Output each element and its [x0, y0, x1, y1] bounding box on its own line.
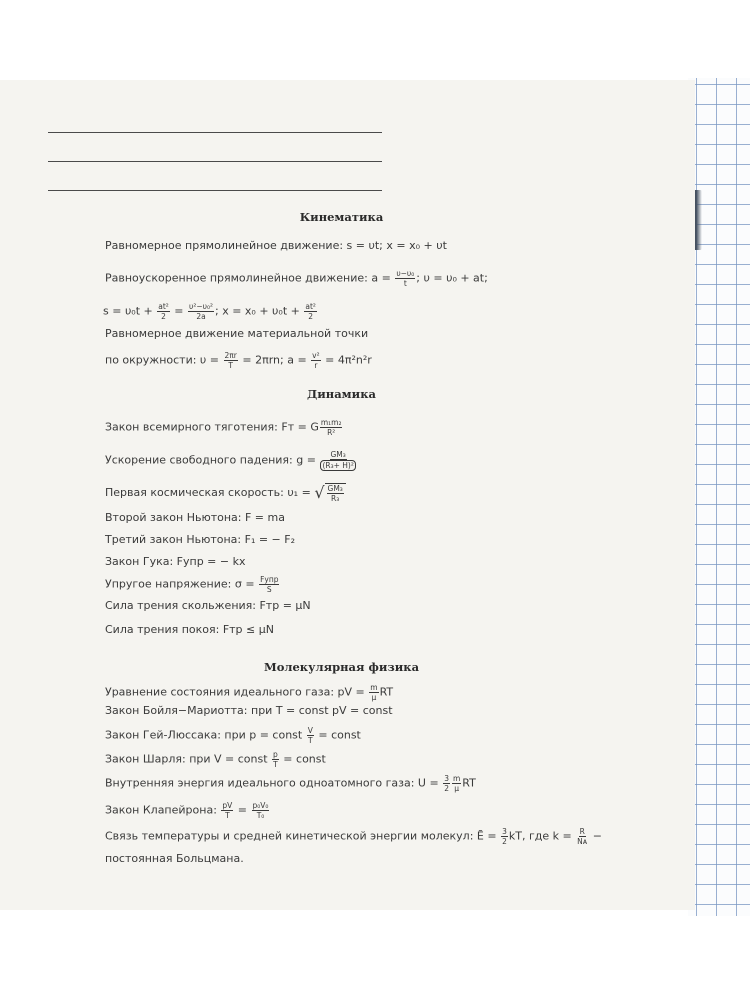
- displacement-formula: [103, 302, 318, 321]
- numerator: 3: [502, 827, 507, 836]
- denominator: T: [228, 361, 233, 370]
- charles-law: [105, 750, 326, 769]
- numerator: V: [307, 726, 313, 735]
- numerator: m₁m₂: [320, 418, 342, 427]
- denominator: 2: [502, 837, 507, 846]
- text: Закон Шарля: при V = const: [105, 752, 272, 766]
- numerator: Fупр: [260, 575, 279, 584]
- text: Равноускоренное прямолинейное движение: a =: [105, 271, 395, 285]
- numerator: p₀V₀: [252, 801, 269, 810]
- numerator: υ−υ₀: [396, 269, 415, 278]
- text: = 2πrn; a =: [238, 353, 311, 367]
- numerator: R: [579, 827, 585, 836]
- sqrt-content: [325, 483, 346, 503]
- denominator: T: [307, 736, 313, 745]
- text: = const: [314, 728, 361, 742]
- fraction: [320, 450, 355, 471]
- write-line: [48, 161, 382, 162]
- temperature-energy-relation: [105, 827, 602, 846]
- denominator: T: [225, 811, 230, 820]
- notebook-cover: [0, 80, 695, 910]
- text: −: [589, 829, 602, 843]
- denominator: (R₃+ H)²: [322, 461, 354, 470]
- fraction: [188, 302, 214, 321]
- molecular-physics-title: Молекулярная физика: [263, 660, 420, 674]
- first-cosmic-velocity: [105, 483, 346, 503]
- gay-lussac-law: [105, 726, 361, 745]
- denominator: T: [273, 760, 278, 769]
- fraction: [304, 302, 317, 321]
- numerator: υ²−υ₀²: [189, 302, 213, 311]
- text: Уравнение состояния идеального газа: pV =: [105, 685, 369, 699]
- fraction: [501, 827, 508, 846]
- fraction: [224, 351, 238, 370]
- write-line: [48, 190, 382, 191]
- boltzmann-constant-note: постоянная Больцмана.: [105, 852, 244, 865]
- text: по окружности: υ =: [105, 353, 223, 367]
- text: Ускорение свободного падения: g =: [105, 453, 320, 467]
- boyle-mariotte-law: Закон Бойля−Мариотта: при T = const pV = const: [105, 704, 393, 717]
- text: Закон Клапейрона:: [105, 803, 221, 817]
- text: =: [234, 803, 251, 817]
- text: Внутренняя энергия идеального одноатомного газа: U =: [105, 776, 443, 790]
- numerator: GM₃: [330, 450, 346, 459]
- clapeyron-law: [105, 801, 270, 820]
- denominator: 2a: [196, 312, 206, 321]
- fraction: [272, 750, 279, 769]
- numerator: GM₃: [327, 484, 343, 493]
- text: RT: [379, 685, 394, 699]
- write-line: [48, 132, 382, 133]
- fraction: [307, 726, 314, 745]
- text: Закон всемирного тяготения: Fт = G: [105, 420, 319, 434]
- denominator: R²: [327, 428, 336, 437]
- denominator: T₀: [256, 811, 265, 820]
- fraction: [327, 484, 344, 503]
- accelerated-motion-formula: [105, 269, 488, 288]
- text: kT, где k =: [508, 829, 576, 843]
- fraction: [443, 774, 450, 793]
- fraction: [259, 575, 279, 594]
- newton-third-law: Третий закон Ньютона: F₁ = − F₂: [105, 533, 296, 546]
- numerator: at²: [305, 302, 316, 311]
- text: ; υ = υ₀ + at;: [416, 271, 488, 285]
- fraction: [252, 801, 270, 820]
- text: = const: [279, 752, 326, 766]
- fraction: [320, 418, 343, 437]
- denominator: 2: [444, 784, 449, 793]
- fraction: [452, 774, 461, 793]
- uniform-motion-formula: Равномерное прямолинейное движение: s = υt; x = x₀ + υt: [105, 239, 447, 252]
- circular-motion-formula: [105, 351, 372, 370]
- hooke-law: Закон Гука: Fупр = − kx: [105, 555, 246, 568]
- newton-second-law: Второй закон Ньютона: F = ma: [105, 511, 285, 524]
- fraction: [157, 302, 170, 321]
- internal-energy: [105, 774, 476, 793]
- fraction: [221, 801, 233, 820]
- text: s = υ₀t +: [103, 304, 157, 318]
- denominator: 2: [161, 312, 166, 321]
- fraction: [395, 269, 415, 288]
- denominator: r: [314, 361, 318, 370]
- numerator: 2πr: [224, 351, 237, 360]
- denominator: Nᴀ: [577, 837, 588, 846]
- static-friction: Сила трения покоя: Fтр ≤ μN: [105, 623, 274, 636]
- text: Связь температуры и средней кинетической энергии молекул: Ē =: [105, 829, 501, 843]
- free-fall-acceleration: [105, 450, 357, 471]
- numerator: m: [452, 774, 461, 783]
- text: =: [170, 304, 188, 318]
- text: Упругое напряжение: σ =: [105, 577, 259, 591]
- fraction: [311, 351, 320, 370]
- text: = 4π²n²r: [321, 353, 372, 367]
- numerator: at²: [158, 302, 169, 311]
- sliding-friction: Сила трения скольжения: Fтр = μN: [105, 599, 311, 612]
- fraction: [576, 827, 588, 846]
- numerator: 3: [444, 774, 449, 783]
- denominator: μ: [454, 784, 460, 793]
- denominator: t: [403, 279, 407, 288]
- elastic-stress: [105, 575, 280, 594]
- ideal-gas-equation: [105, 683, 393, 702]
- fraction: [369, 683, 378, 702]
- dynamics-title: Динамика: [307, 387, 376, 401]
- denominator: 2: [308, 312, 314, 321]
- circular-motion-heading: Равномерное движение материальной точки: [105, 327, 369, 340]
- gravitation-law: [105, 418, 343, 437]
- denominator: R₃: [331, 494, 340, 503]
- text: RT: [462, 776, 476, 790]
- numerator: m: [370, 683, 378, 692]
- denominator: μ: [371, 693, 377, 702]
- numerator: pV: [222, 801, 233, 810]
- kinematics-title: Кинематика: [299, 210, 384, 224]
- sqrt-icon: √: [314, 483, 325, 502]
- text: ; x = x₀ + υ₀t +: [215, 304, 304, 318]
- denominator: S: [266, 585, 272, 594]
- numerator: p: [273, 750, 278, 759]
- text: Закон Гей-Люссака: при p = const: [105, 728, 306, 742]
- numerator: v²: [312, 351, 320, 360]
- text: Первая космическая скорость: υ₁ =: [105, 486, 315, 499]
